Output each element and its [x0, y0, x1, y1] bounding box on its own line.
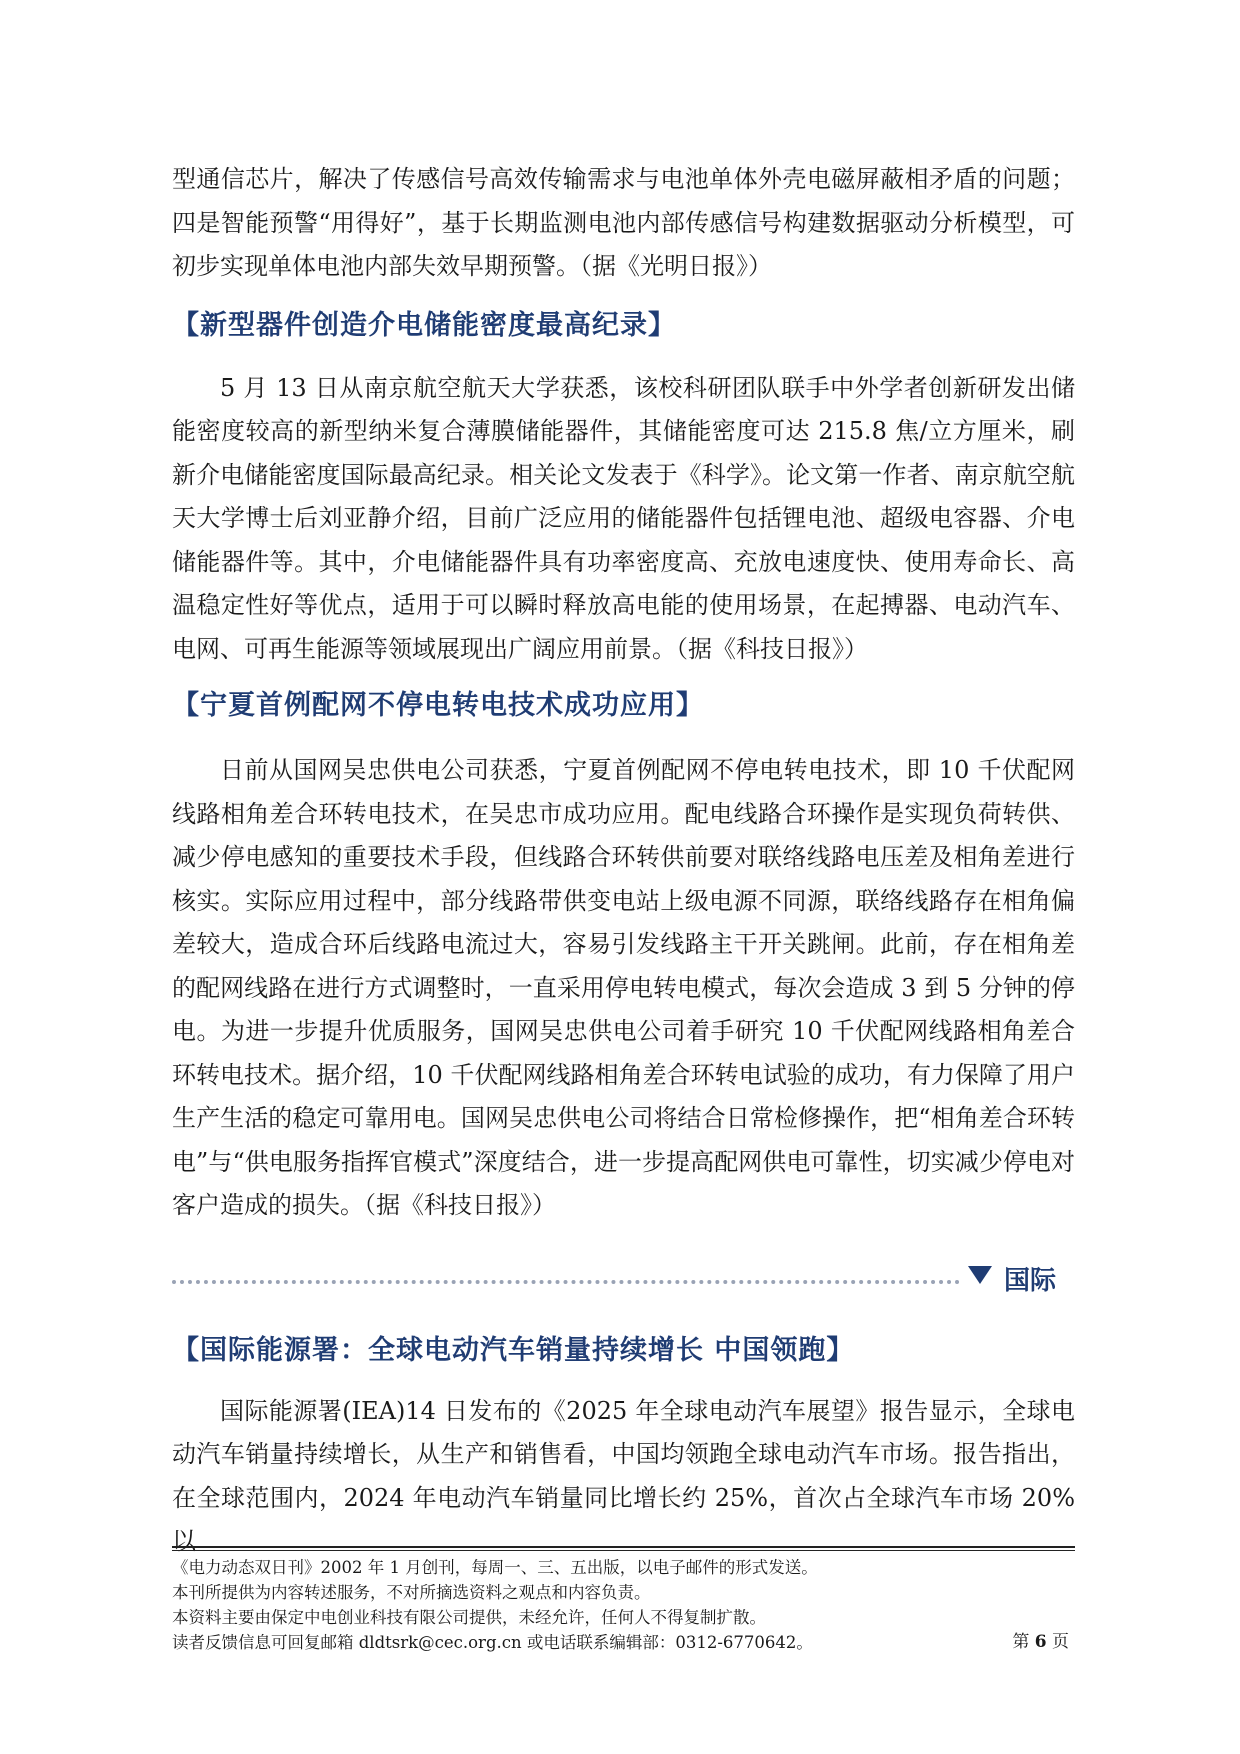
- page-suffix: 页: [1052, 1632, 1069, 1652]
- footer-line-contact: [172, 1630, 1075, 1655]
- footer-line-copyright: 本资料主要由保定中电创业科技有限公司提供，未经允许，任何人不得复制扩散。: [172, 1608, 766, 1627]
- article-body-iea: 国际能源署(IEA)14 日发布的《2025 年全球电动汽车展望》报告显示，全球电动汽车销量持续增长，从生产和销售看，中国均领跑全球电动汽车市场。报告指出，在全球范围内，2024 年电动汽车销量同比增长约 25%，首次占全球汽车市场 20%以: [172, 1396, 1075, 1555]
- dotted-divider: [172, 1280, 960, 1284]
- footer-line-publication: 《电力动态双日刊》2002 年 1 月创刊，每周一、三、五出版，以电子邮件的形式发送。: [172, 1558, 818, 1577]
- page-footer: [172, 1546, 1075, 1655]
- footer-rule-thin: [172, 1550, 1075, 1551]
- article-body-ningxia: 日前从国网吴忠供电公司获悉，宁夏首例配网不停电转电技术，即 10 千伏配网线路相角差合环转电技术，在吴忠市成功应用。配电线路合环操作是实现负荷转供、减少停电感知的重要技术手段，但线路合环转供前要对联络线路电压差及相角差进行核实。实际应用过程中，部分线路带供变电站上级电源不同源，联络线路存在相角偏差较大，造成合环后线路电流过大，容易引发线路主干开关跳闸。此前，存在相角差的配网线路在进行方式调整时，一直采用停电转电模式，每次会造成 3 到 5 分钟的停电。为进一步提升优质服务，国网吴忠供电公司着手研究 10 千伏配网线路相角差合环转电技术。据介绍，10 千伏配网线路相角差合环转电试验的成功，有力保障了用户生产生活的稳定可靠用电。国网吴忠供电公司将结合日常检修操作，把“相角差合环转电”与“供电服务指挥官模式”深度结合，进一步提高配网供电可靠性，切实减少停电对客户造成的损失。（据《科技日报》）: [172, 756, 1075, 1219]
- section-divider-international: [172, 1252, 1075, 1310]
- intro-paragraph: 型通信芯片，解决了传感信号高效传输需求与电池单体外壳电磁屏蔽相矛盾的问题；四是智能预警“用得好”，基于长期监测电池内部传感信号构建数据驱动分析模型，可初步实现单体电池内部失效早期预警。（据《光明日报》）: [172, 165, 1075, 280]
- page-prefix: 第: [1012, 1632, 1030, 1652]
- footer-contact-text: 读者反馈信息可回复邮箱 dldtsrk@cec.org.cn 或电话联系编辑部：0312-6770642。: [172, 1633, 813, 1652]
- triangle-down-icon: [968, 1266, 992, 1284]
- footer-line-disclaimer: 本刊所提供为内容转述服务，不对所摘选资料之观点和内容负责。: [172, 1583, 651, 1602]
- section-label: 国际: [1004, 1265, 1057, 1296]
- footer-rule-thick: [172, 1546, 1075, 1548]
- main-content: [172, 158, 1075, 1564]
- page-number: [1012, 1630, 1069, 1655]
- article-title-ningxia: 【宁夏首例配网不停电转电技术成功应用】: [172, 690, 704, 721]
- article-title-iea: 【国际能源署：全球电动汽车销量持续增长 中国领跑】: [172, 1334, 855, 1366]
- article-title-dielectric: 【新型器件创造介电储能密度最高纪录】: [172, 309, 676, 341]
- page-number-value: 6: [1034, 1632, 1047, 1652]
- article-body-dielectric: 5 月 13 日从南京航空航天大学获悉，该校科研团队联手中外学者创新研发出储能密度较高的新型纳米复合薄膜储能器件，其储能密度可达 215.8 焦/立方厘米，刷新介电储能密度国际最高纪录。相关论文发表于《科学》。论文第一作者、南京航空航天大学博士后刘亚静介绍，目前广泛应用的储能器件包括锂电池、超级电容器、介电储能器件等。其中，介电储能器件具有功率密度高、充放电速度快、使用寿命长、高温稳定性好等优点，适用于可以瞬时释放高电能的使用场景，在起搏器、电动汽车、电网、可再生能源等领域展现出广阔应用前景。（据《科技日报》）: [172, 373, 1075, 663]
